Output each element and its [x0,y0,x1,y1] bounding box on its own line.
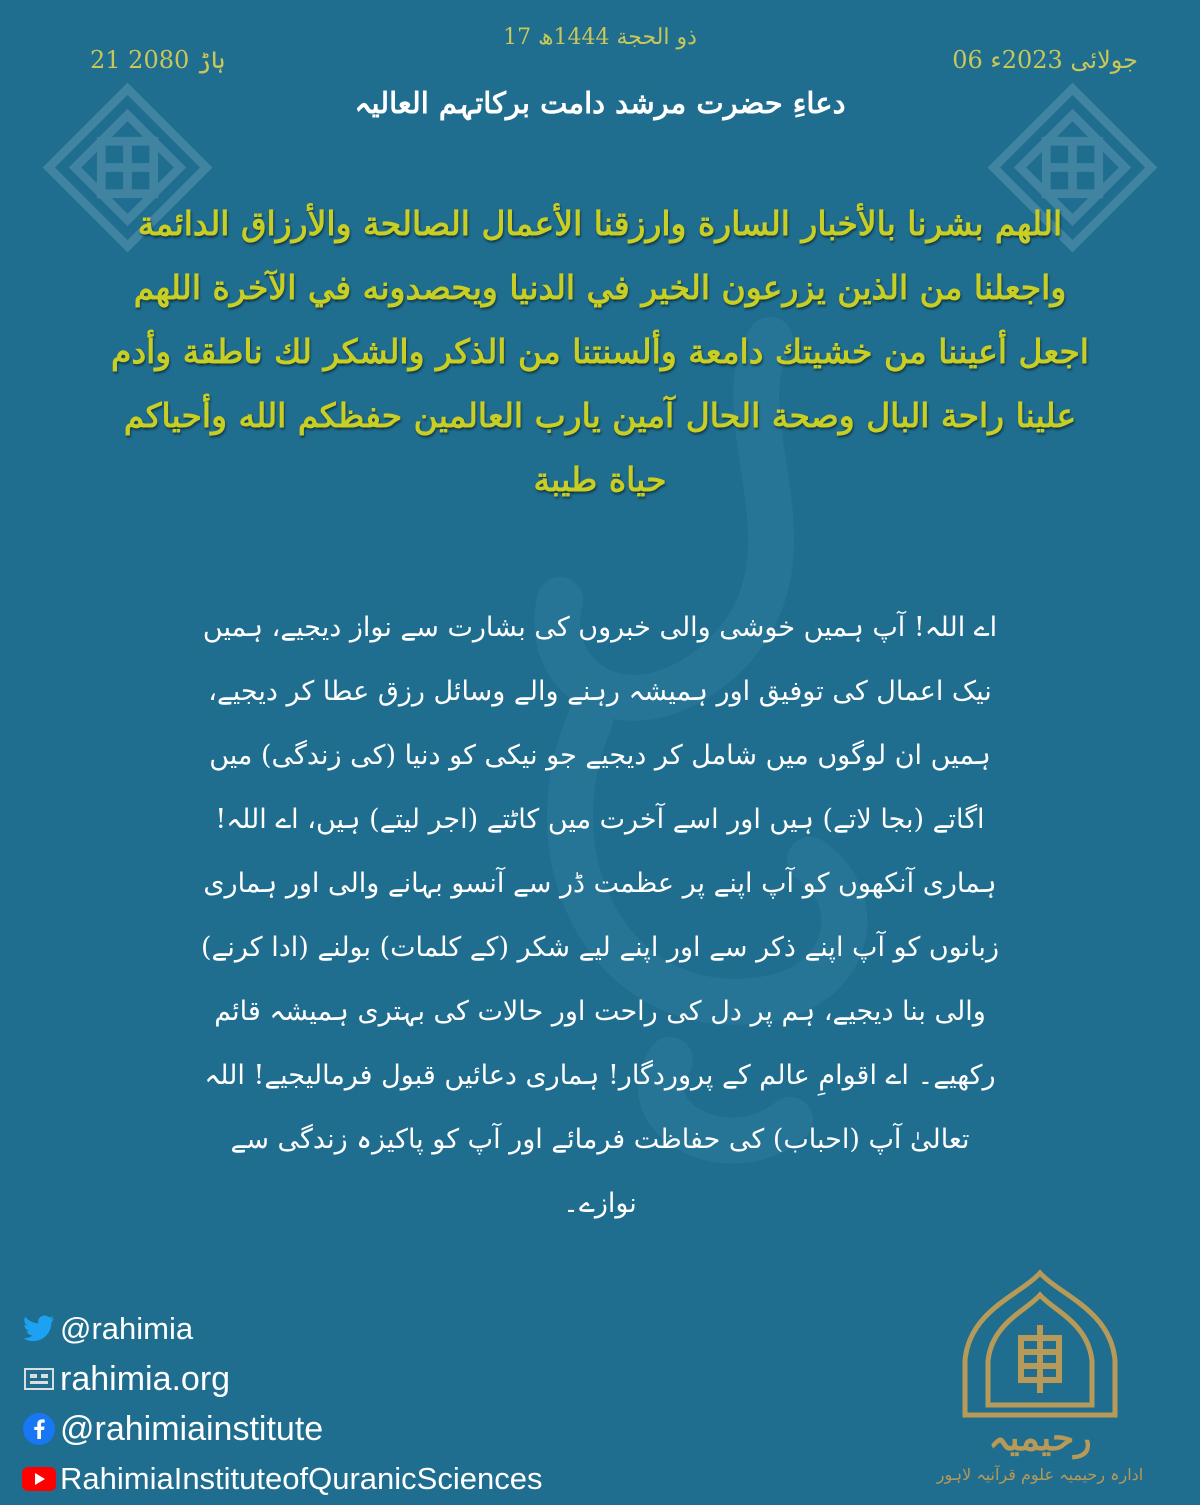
website-icon [22,1362,56,1396]
twitter-icon [22,1312,56,1346]
gregorian-date: 06 جولائی 2023ء [952,46,1138,74]
facebook-link[interactable] [22,1405,542,1453]
youtube-link[interactable] [22,1455,542,1503]
rahimia-logo [910,1265,1170,1490]
logo-name: رحیمیہ [988,1417,1092,1459]
website-link[interactable] [22,1355,542,1403]
youtube-icon [22,1462,56,1496]
hijri-date: 17 ذو الحجة 1444ھ [503,25,697,50]
social-links [22,1305,542,1505]
website-url: rahimia.org [60,1359,231,1398]
page-title: دعاءِ حضرت مرشد دامت برکاتہم العالیہ [354,86,846,120]
logo-subtitle: ادارہ رحیمیہ علوم قرآنیہ لاہور [936,1465,1144,1484]
facebook-icon [22,1412,56,1446]
urdu-translation-text: اے اللہ! آپ ہمیں خوشی والی خبروں کی بشارت سے نواز دیجیے، ہمیں نیک اعمال کی توفیق اور ہمیشہ رہنے والے وسائل رزق عطا کر دیجیے، ہمیں ان لوگوں میں شامل کر دیجیے جو نیکی کو دنیا (کی زندگی) میں اگاتے (بجا لاتے) ہیں اور اسے آخرت میں کاٹتے (اجر لیتے) ہیں، اے اللہ! ہماری آنکھوں کو آپ اپنے پر عظمت ڈر سے آنسو بہانے والی اور ہماری زبانوں کو آپ اپنے ذکر سے اور اپنے لیے شکر (کے کلمات) بولنے (ادا کرنے) والی بنا دیجیے، ہم پر دل کی راحت اور حالات کی بہتری ہمیشہ قائم رکھیے۔ اے اقوامِ عالم کے پروردگار! ہماری دعائیں قبول فرمالیجیے! اللہ تعالیٰ آپ (احباب) کی حفاظت فرمائے اور آپ کو پاکیزہ زندگی سے نوازے۔ [201,612,999,1219]
twitter-handle: @rahimia [60,1311,194,1346]
arabic-dua-text: اللهم بشرنا بالأخبار السارة وارزقنا الأعمال الصالحة والأرزاق الدائمة واجعلنا من الذين يزرعون الخير في الدنيا ويحصدونه في الآخرة اللهم اجعل أعيننا من خشيتك دامعة وألسنتنا من الذكر والشكر لك ناطقة وأدم علينا راحة البال وصحة الحال آمين يارب العالمين حفظكم الله وأحياكم حياة طيبة [111,204,1089,499]
facebook-handle: @rahimiainstitute [60,1409,324,1448]
bikrami-date: 21 ہاڑ 2080 [90,46,226,74]
twitter-link[interactable] [22,1305,542,1353]
youtube-channel: RahimiaInstituteofQuranicSciences [60,1461,543,1496]
